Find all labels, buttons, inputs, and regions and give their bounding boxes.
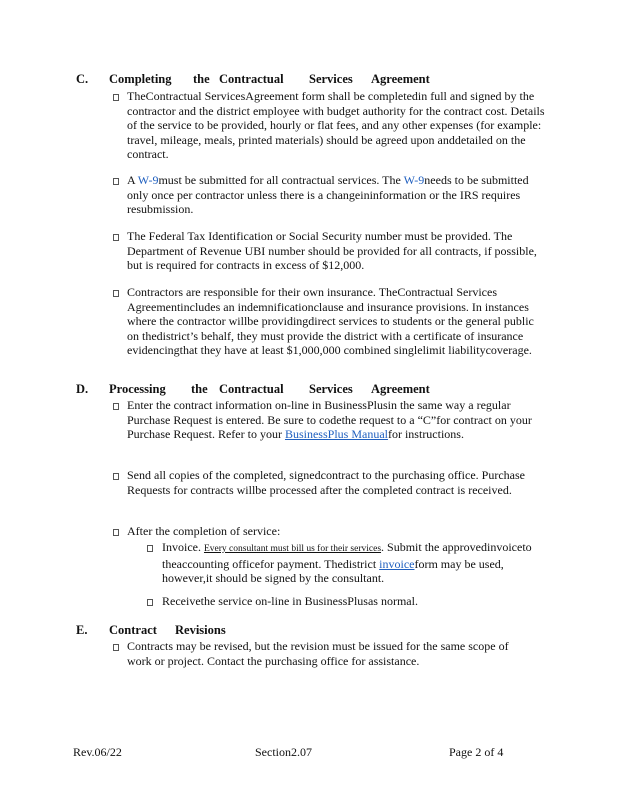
bullet-icon — [113, 644, 119, 651]
sub-bullet-icon — [147, 545, 153, 552]
section-letter: E. — [76, 623, 88, 637]
w9-link[interactable]: W-9 — [403, 173, 425, 187]
section-letter: D. — [76, 382, 89, 396]
sub-bullet-icon — [147, 599, 153, 606]
bullet-paragraph: Send all copies of the completed, signedcontract to the purchasing office. Purchase Requests for contracts willbe processed after the completed contract is received. — [127, 468, 525, 497]
footer-revision: Rev.06/22 — [73, 745, 122, 759]
bullet-icon — [113, 94, 119, 101]
bullet-icon — [113, 290, 119, 297]
bullet-paragraph: A W-9must be submitted for all contractual services. The W-9needs to be submitted only once per contractor unless there is a changeininformation or the IRS requires resubmission. — [127, 173, 529, 216]
bullet-icon — [113, 234, 119, 241]
bullet-icon — [113, 473, 119, 480]
section-heading: Completing the Contractual Services Agreement — [109, 72, 430, 86]
businessplus-manual-link[interactable]: BusinessPlus Manual — [284, 427, 388, 441]
section-heading: Contract Revisions — [109, 623, 226, 637]
bullet-icon — [113, 403, 119, 410]
bullet-paragraph: The Federal Tax Identification or Social Security number must be provided. The Department of Revenue UBI number should be provided for all contracts, if possible, but is required for contracts in excess of $12,000. — [127, 229, 537, 272]
bullet-paragraph: After the completion of service: — [127, 524, 281, 538]
section-letter: C. — [76, 72, 89, 86]
bullet-icon — [113, 529, 119, 536]
footer-page-number: Page 2 of 4 — [449, 745, 504, 759]
bullet-icon — [113, 178, 119, 185]
bullet-paragraph: Contractors are responsible for their own insurance. TheContractual Services Agreementincludes an indemnificationclause and insurance provisions. In instances where the contractor willbe providingdirect services to students or the general public on thedistrict’s behalf, they must provide the district with a certificate of insurance evidencingthat they have at least $1,000,000 combined singlelimit liabilitycoverage. — [127, 285, 534, 357]
bullet-paragraph: Enter the contract information on-line in BusinessPlusin the same way a regular Purchase Request is entered. Be sure to codethe request to a “C”for contract on your Purchase Request. Refer to your BusinessPlus Manualfor instructions. — [127, 398, 532, 441]
section-heading: Processing the Contractual Services Agreement — [109, 382, 430, 396]
sub-bullet-paragraph: Invoice. Every consultant must bill us for their services. Submit the approvedinvoiceto theaccounting officefor payment. Thedistrict invoiceform may be used, however,it should be signed by the consultant. — [162, 540, 532, 585]
sub-bullet-paragraph: Receivethe service on-line in BusinessPlusas normal. — [162, 594, 418, 608]
bullet-paragraph: Contracts may be revised, but the revision must be issued for the same scope of work or project. Contact the purchasing office for assistance. — [127, 639, 509, 668]
bullet-paragraph: TheContractual ServicesAgreement form shall be completedin full and signed by the contractor and the district employee with budget authority for the contract cost. Details of the service to be provided, hourly or flat fees, and any other expenses (for example: travel, mileage, meals, printed materials) should be agreed upon anddetailed on the contract. — [127, 89, 545, 161]
footer-section: Section2.07 — [255, 745, 312, 759]
w9-link[interactable]: W-9 — [137, 173, 159, 187]
invoice-link[interactable]: invoice — [379, 556, 415, 571]
